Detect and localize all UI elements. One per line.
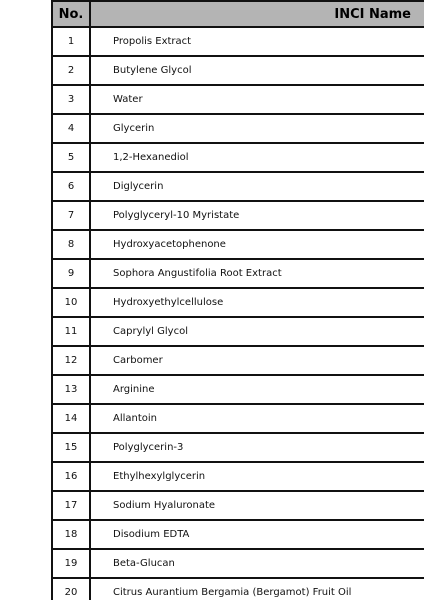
ingredient-name: Disodium EDTA <box>90 520 424 549</box>
table-row <box>52 375 424 404</box>
row-number: 8 <box>52 230 90 259</box>
table-row <box>52 172 424 201</box>
row-number: 20 <box>52 578 90 600</box>
row-number: 6 <box>52 172 90 201</box>
row-number: 11 <box>52 317 90 346</box>
table-row <box>52 317 424 346</box>
ingredient-name: Allantoin <box>90 404 424 433</box>
row-number: 12 <box>52 346 90 375</box>
ingredient-name: Sodium Hyaluronate <box>90 491 424 520</box>
ingredient-name: Glycerin <box>90 114 424 143</box>
ingredient-name: Diglycerin <box>90 172 424 201</box>
table-row <box>52 143 424 172</box>
row-number: 3 <box>52 85 90 114</box>
ingredient-name: Hydroxyethylcellulose <box>90 288 424 317</box>
ingredient-name: Arginine <box>90 375 424 404</box>
row-number: 10 <box>52 288 90 317</box>
ingredient-name: Ethylhexylglycerin <box>90 462 424 491</box>
table-row <box>52 491 424 520</box>
row-number: 4 <box>52 114 90 143</box>
ingredients-sheet <box>51 0 424 600</box>
ingredient-name: Butylene Glycol <box>90 56 424 85</box>
row-number: 17 <box>52 491 90 520</box>
table-row <box>52 259 424 288</box>
table-row <box>52 520 424 549</box>
table-row <box>52 346 424 375</box>
row-number: 14 <box>52 404 90 433</box>
header-inci-name: INCI Name <box>90 1 424 27</box>
ingredient-name: Caprylyl Glycol <box>90 317 424 346</box>
table-row <box>52 201 424 230</box>
ingredient-name: Polyglyceryl-10 Myristate <box>90 201 424 230</box>
ingredient-name: Hydroxyacetophenone <box>90 230 424 259</box>
ingredient-name: Propolis Extract <box>90 27 424 56</box>
row-number: 9 <box>52 259 90 288</box>
table-row <box>52 85 424 114</box>
table-header-row <box>52 1 424 27</box>
row-number: 1 <box>52 27 90 56</box>
row-number: 2 <box>52 56 90 85</box>
ingredient-name: 1,2-Hexanediol <box>90 143 424 172</box>
ingredient-name: Water <box>90 85 424 114</box>
ingredient-name: Carbomer <box>90 346 424 375</box>
table-row <box>52 578 424 600</box>
row-number: 16 <box>52 462 90 491</box>
ingredient-name: Beta-Glucan <box>90 549 424 578</box>
table-row <box>52 288 424 317</box>
table-body <box>52 27 424 600</box>
table-row <box>52 230 424 259</box>
ingredient-name: Sophora Angustifolia Root Extract <box>90 259 424 288</box>
row-number: 7 <box>52 201 90 230</box>
row-number: 5 <box>52 143 90 172</box>
table-row <box>52 27 424 56</box>
ingredient-name: Polyglycerin-3 <box>90 433 424 462</box>
ingredient-name: Citrus Aurantium Bergamia (Bergamot) Fruit Oil <box>90 578 424 600</box>
table-row <box>52 114 424 143</box>
row-number: 15 <box>52 433 90 462</box>
row-number: 19 <box>52 549 90 578</box>
table-row <box>52 404 424 433</box>
row-number: 18 <box>52 520 90 549</box>
row-number: 13 <box>52 375 90 404</box>
header-no: No. <box>52 1 90 27</box>
table-row <box>52 462 424 491</box>
table-row <box>52 56 424 85</box>
table-row <box>52 549 424 578</box>
table-row <box>52 433 424 462</box>
inci-table <box>51 0 424 600</box>
